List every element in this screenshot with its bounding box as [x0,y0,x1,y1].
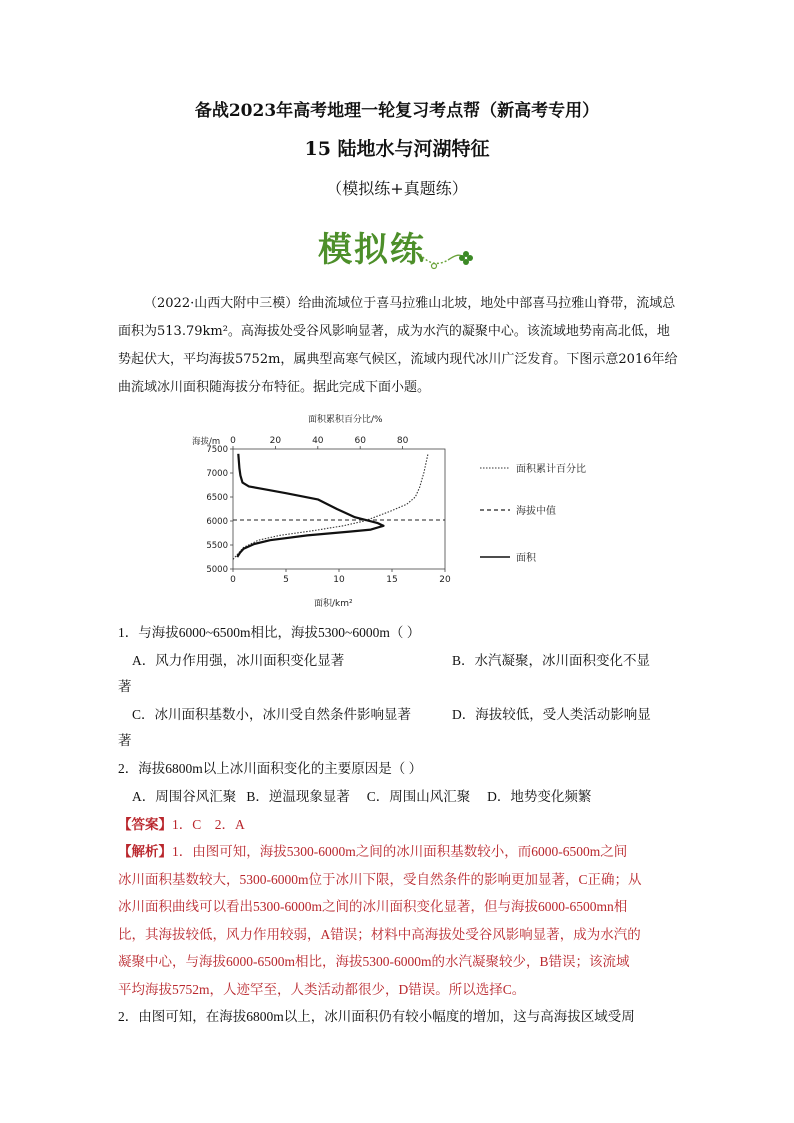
analysis-block [118,838,678,1031]
practice-logo [318,222,478,272]
top-tick-label: 40 [312,436,324,446]
y-tick-label: 7000 [206,469,228,479]
series-line-area [237,454,383,557]
answer-block [118,812,678,838]
q1-option-c: C．冰川面积基数小，冰川受自然条件影响显著 [132,707,412,722]
legend-label-area: 面积 [516,553,536,564]
q1-option-a: A．风力作用强，冰川面积变化显著 [132,653,345,668]
answer-text: 1．C 2．A [172,817,245,832]
bottom-tick-label: 15 [386,575,398,585]
question-2-stem: 2．海拔6800m以上冰川面积变化的主要原因是（ ） [118,761,423,776]
bottom-ticks [230,569,451,585]
main-title: 备战2023年高考地理一轮复习考点帮（新高考专用） [194,101,600,121]
top-tick-label: 80 [396,436,409,446]
top-ticks [230,436,408,449]
answer-label: 【答案】 [118,817,172,832]
y-ticks [206,445,233,575]
top-tick-label: 0 [230,436,236,446]
analysis-line-3: 冰川面积曲线可以看出5300-6000m之间的冰川面积变化显著，但与海拔6000-6500mn相 [118,899,628,914]
glacier-chart [188,412,608,608]
logo-text: 模拟练 [318,230,426,270]
y-tick-label: 7500 [206,445,228,455]
top-tick-label: 60 [354,436,366,446]
bottom-tick-label: 0 [230,575,236,585]
y-tick-label: 6500 [206,493,228,503]
analysis-line-4: 比，其海拔较低，风力作用较弱，A错误；材料中高海拔处受谷风影响显著，成为水汽的 [118,926,641,942]
y-tick-label: 5000 [206,565,228,575]
intro-paragraph: （2022·山西大附中三模）给曲流域位于喜马拉雅山北坡，地处中部喜马拉雅山脊带，流域总面积为513.79km²。高海拔处受谷风影响显著，成为水汽的凝聚中心。该流域地势南高北低，地势起伏大，平均海拔5752m，属典型高寒气候区，流域内现代冰川广泛发育。下图示意2016年给曲流域冰川面积随海拔分布特征。据此完成下面小题。 [118,296,678,395]
y-tick-label: 6000 [206,517,228,527]
q2-options: A．周围谷风汇聚 B．逆温现象显著 C．周围山风汇聚 D．地势变化频繁 [132,789,592,804]
q1-option-b: B．水汽凝聚，冰川面积变化不显 [452,653,651,668]
chart-y-axis-label: 海拔/m [192,437,221,447]
q1-option-d-cont: 著 [118,733,132,748]
y-tick-label: 5500 [206,541,228,551]
bottom-tick-label: 20 [439,575,451,585]
analysis-label: 【解析】 [118,844,172,859]
chart-bottom-axis-label: 面积/km² [314,599,353,608]
bottom-tick-label: 5 [283,575,289,585]
chart-top-axis-label: 面积累积百分比/% [308,415,383,425]
section-title: 15 陆地水与河湖特征 [304,138,490,160]
question-1-stem: 1．与海拔6000~6500m相比，海拔5300~6000m（ ） [118,625,421,640]
analysis-line-1: 【解析】1．由图可知，海拔5300-6000m之间的冰川面积基数较小，而6000-6500m之间 [118,844,628,859]
analysis-line-7: 2．由图可知，在海拔6800m以上，冰川面积仍有较小幅度的增加，这与高海拔区域受周 [118,1009,635,1024]
analysis-line-5: 凝聚中心，与海拔6000-6500m相比，海拔5300-6000m的水汽凝聚较少，B错误；该流域 [118,954,630,969]
clover-icon [418,236,478,272]
bottom-tick-label: 10 [333,575,345,585]
legend-label-cumulative: 面积累计百分比 [516,464,586,475]
legend-label-median: 海拔中值 [516,506,556,517]
analysis-line-6: 平均海拔5752m，人迹罕至，人类活动都很少，D错误。所以选择C。 [118,981,526,997]
analysis-line-2: 冰川面积基数较大，5300-6000m位于冰川下限，受自然条件的影响更加显著，C正确；从 [118,871,642,887]
mode-title: （模拟练+真题练） [326,179,468,198]
q1-option-d: D．海拔较低，受人类活动影响显 [452,707,651,722]
legend [480,462,586,564]
top-tick-label: 20 [269,436,282,446]
q1-option-b-cont: 著 [118,679,132,694]
